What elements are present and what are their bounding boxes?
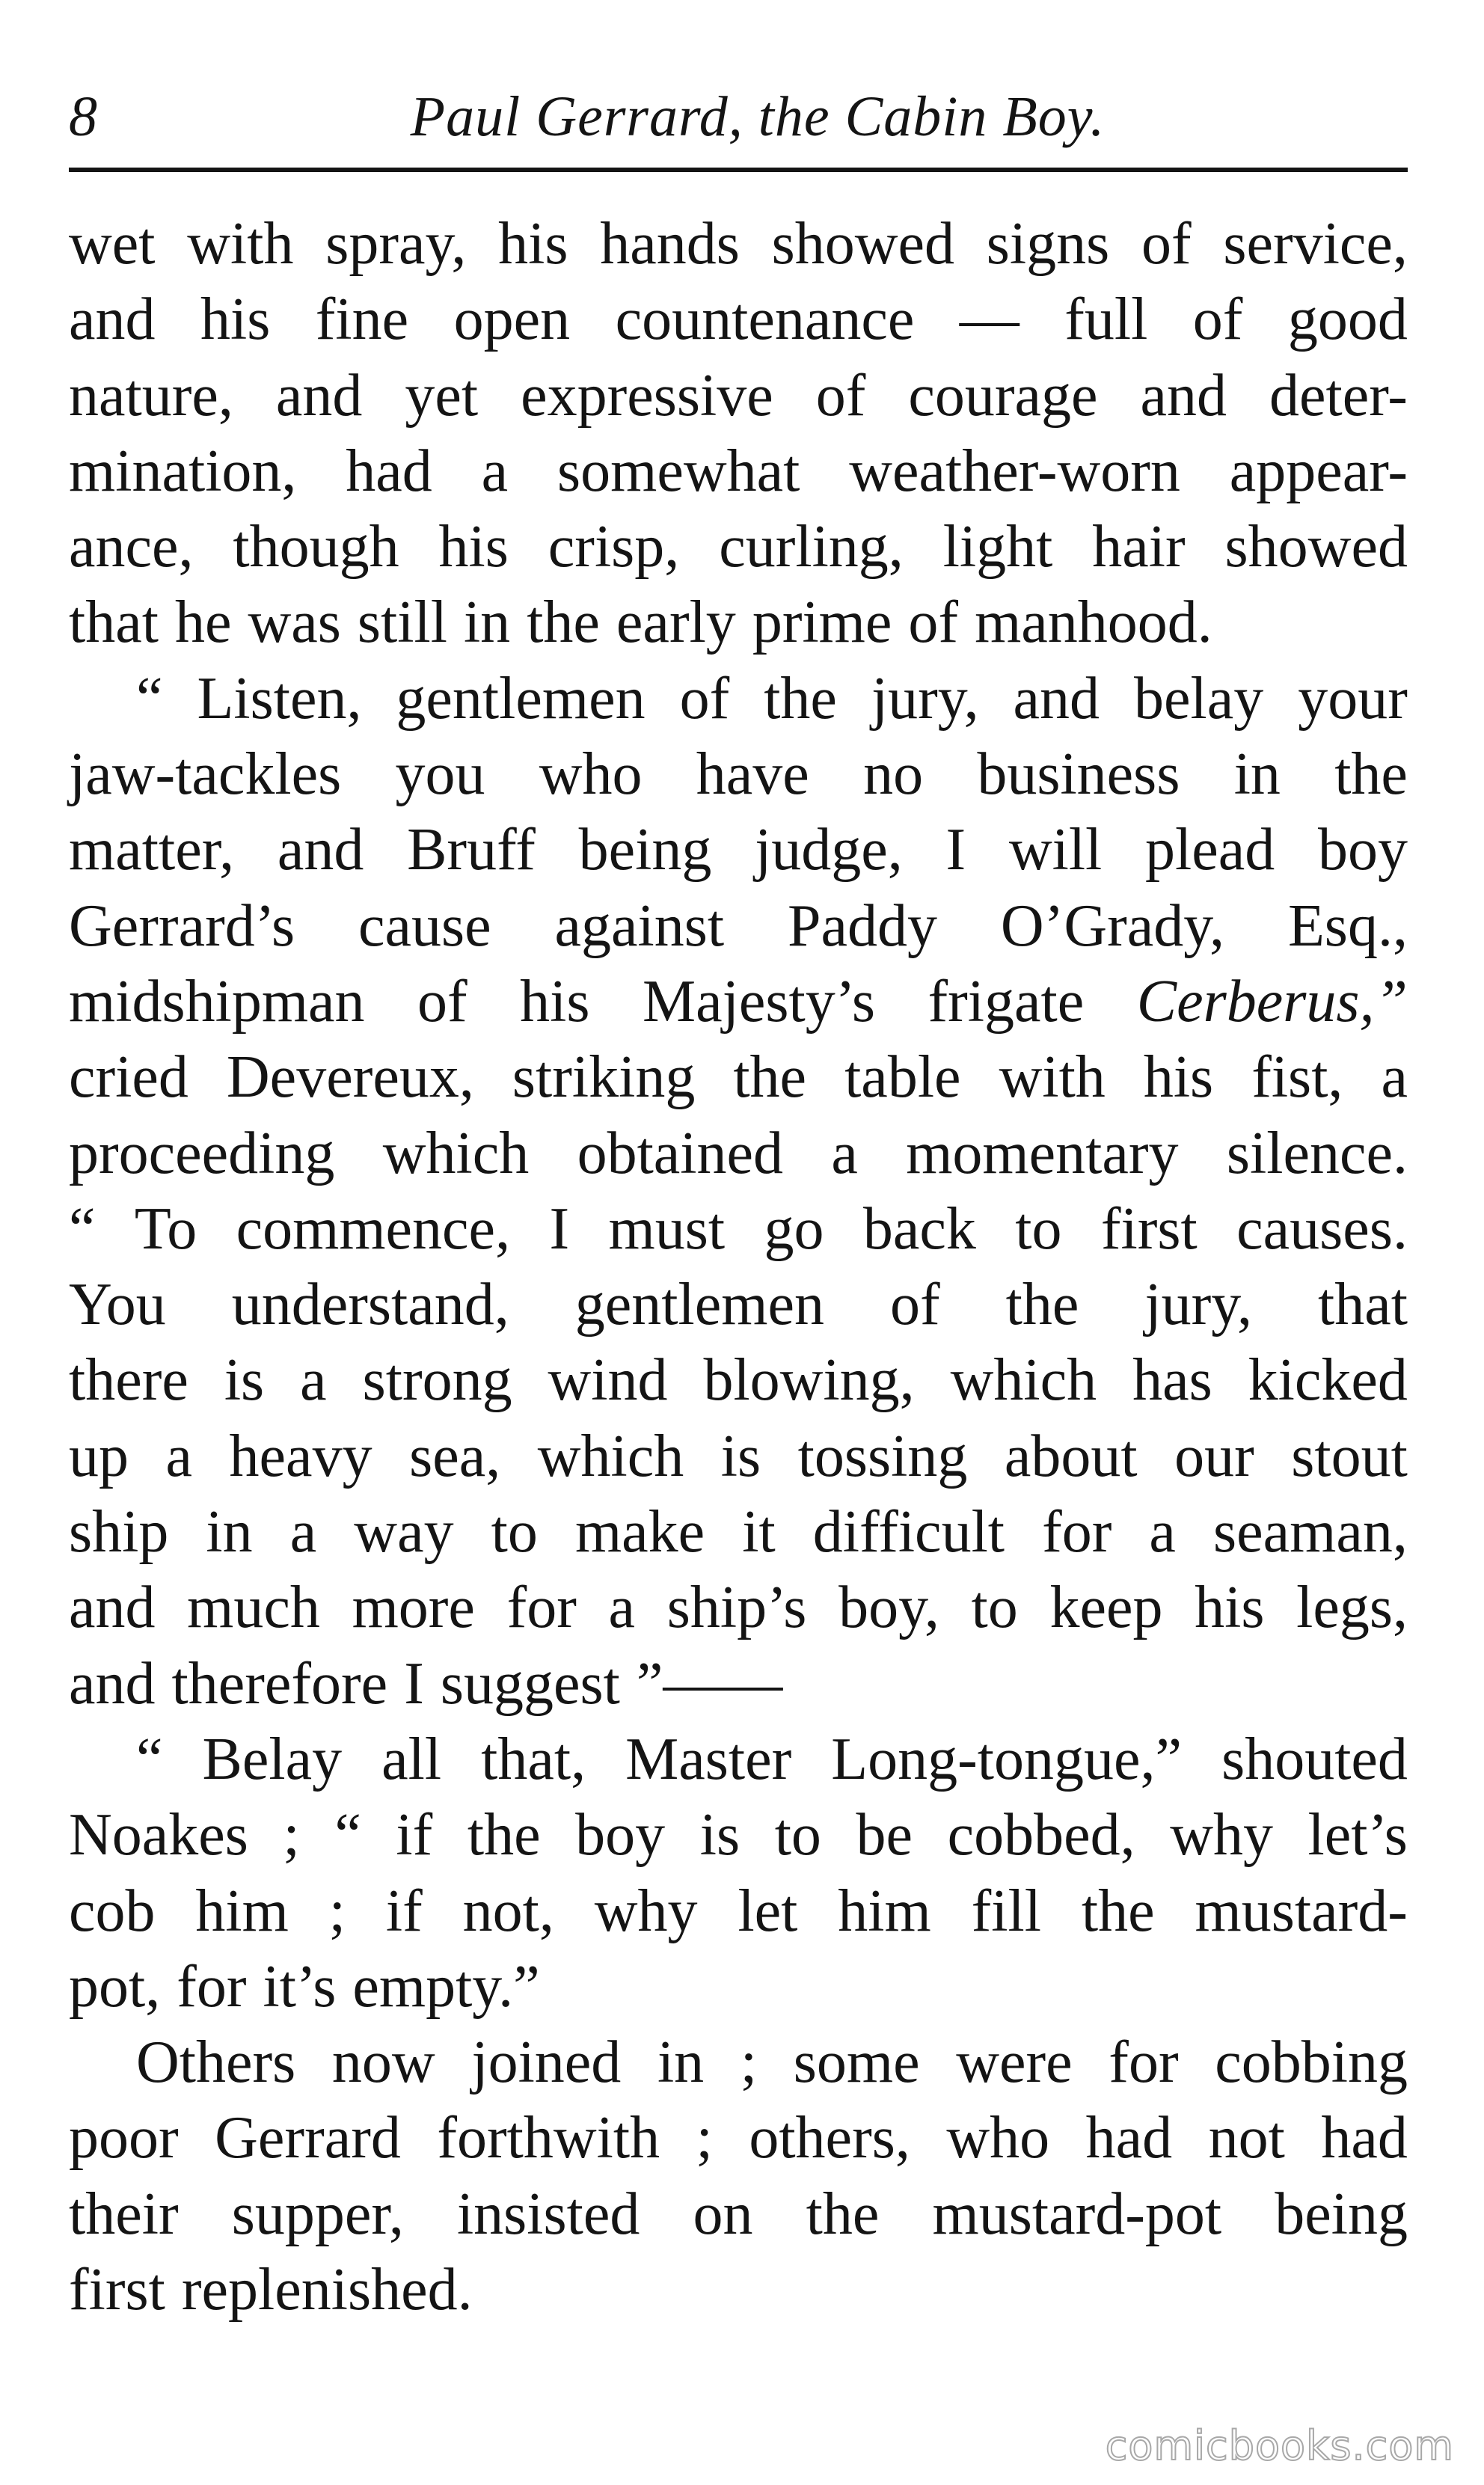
page-header [69, 72, 1402, 162]
text-line: and his fine open countenance — full of good [69, 287, 1408, 353]
text-line: Noakes ; “ if the boy is to be cobbed, why let’s [69, 1802, 1408, 1869]
text-line: nature, and yet expressive of courage and deter- [69, 362, 1408, 429]
text-line: “ Belay all that, Master Long-tongue,” shouted [136, 1726, 1408, 1792]
text-line: and much more for a ship’s boy, to keep his legs, [69, 1575, 1408, 1641]
running-title: Paul Gerrard, the Cabin Boy. [410, 85, 1106, 148]
text-line: their supper, insisted on the mustard-pot being [69, 2181, 1408, 2247]
text-line: poor Gerrard forthwith ; others, who had not had [69, 2105, 1408, 2172]
text-line: that he was still in the early prime of manhood. [69, 589, 1212, 656]
text-line: mination, had a somewhat weather-worn appear- [69, 438, 1408, 504]
text-line: Others now joined in ; some were for cobbing [136, 2029, 1408, 2096]
text-line: midshipman of his Majesty’s frigate Cerberus,” [69, 968, 1408, 1035]
text-line: first replenished. [69, 2257, 473, 2323]
text-line: “ To commence, I must go back to first causes. [69, 1195, 1408, 1262]
text-line: and therefore I suggest ”—— [69, 1650, 783, 1717]
text-line: up a heavy sea, which is tossing about our stout [69, 1423, 1408, 1489]
watermark: comicbooks.com [1105, 2422, 1454, 2469]
text-line: jaw-tackles you who have no business in the [69, 741, 1408, 808]
text-line: ship in a way to make it difficult for a seaman, [69, 1499, 1408, 1566]
text-line: Gerrard’s cause against Paddy O’Grady, Esq., [69, 892, 1408, 959]
text-line: cried Devereux, striking the table with his fist, a [69, 1044, 1408, 1111]
header-rule [69, 168, 1408, 172]
text-line: cob him ; if not, why let him fill the mustard- [69, 1878, 1408, 1944]
text-line: matter, and Bruff being judge, I will plead boy [69, 817, 1408, 883]
body-text [69, 206, 1408, 2328]
text-line: ance, though his crisp, curling, light hair showed [69, 514, 1408, 580]
text-line: You understand, gentlemen of the jury, that [69, 1272, 1408, 1338]
text-line: proceeding which obtained a momentary silence. [69, 1120, 1408, 1186]
text-line: “ Listen, gentlemen of the jury, and belay your [136, 665, 1408, 732]
text-line: pot, for it’s empty.” [69, 1953, 540, 2020]
page-number: 8 [69, 85, 97, 148]
text-line: there is a strong wind blowing, which has kicked [69, 1347, 1408, 1414]
text-line: wet with spray, his hands showed signs of service, [69, 211, 1408, 277]
